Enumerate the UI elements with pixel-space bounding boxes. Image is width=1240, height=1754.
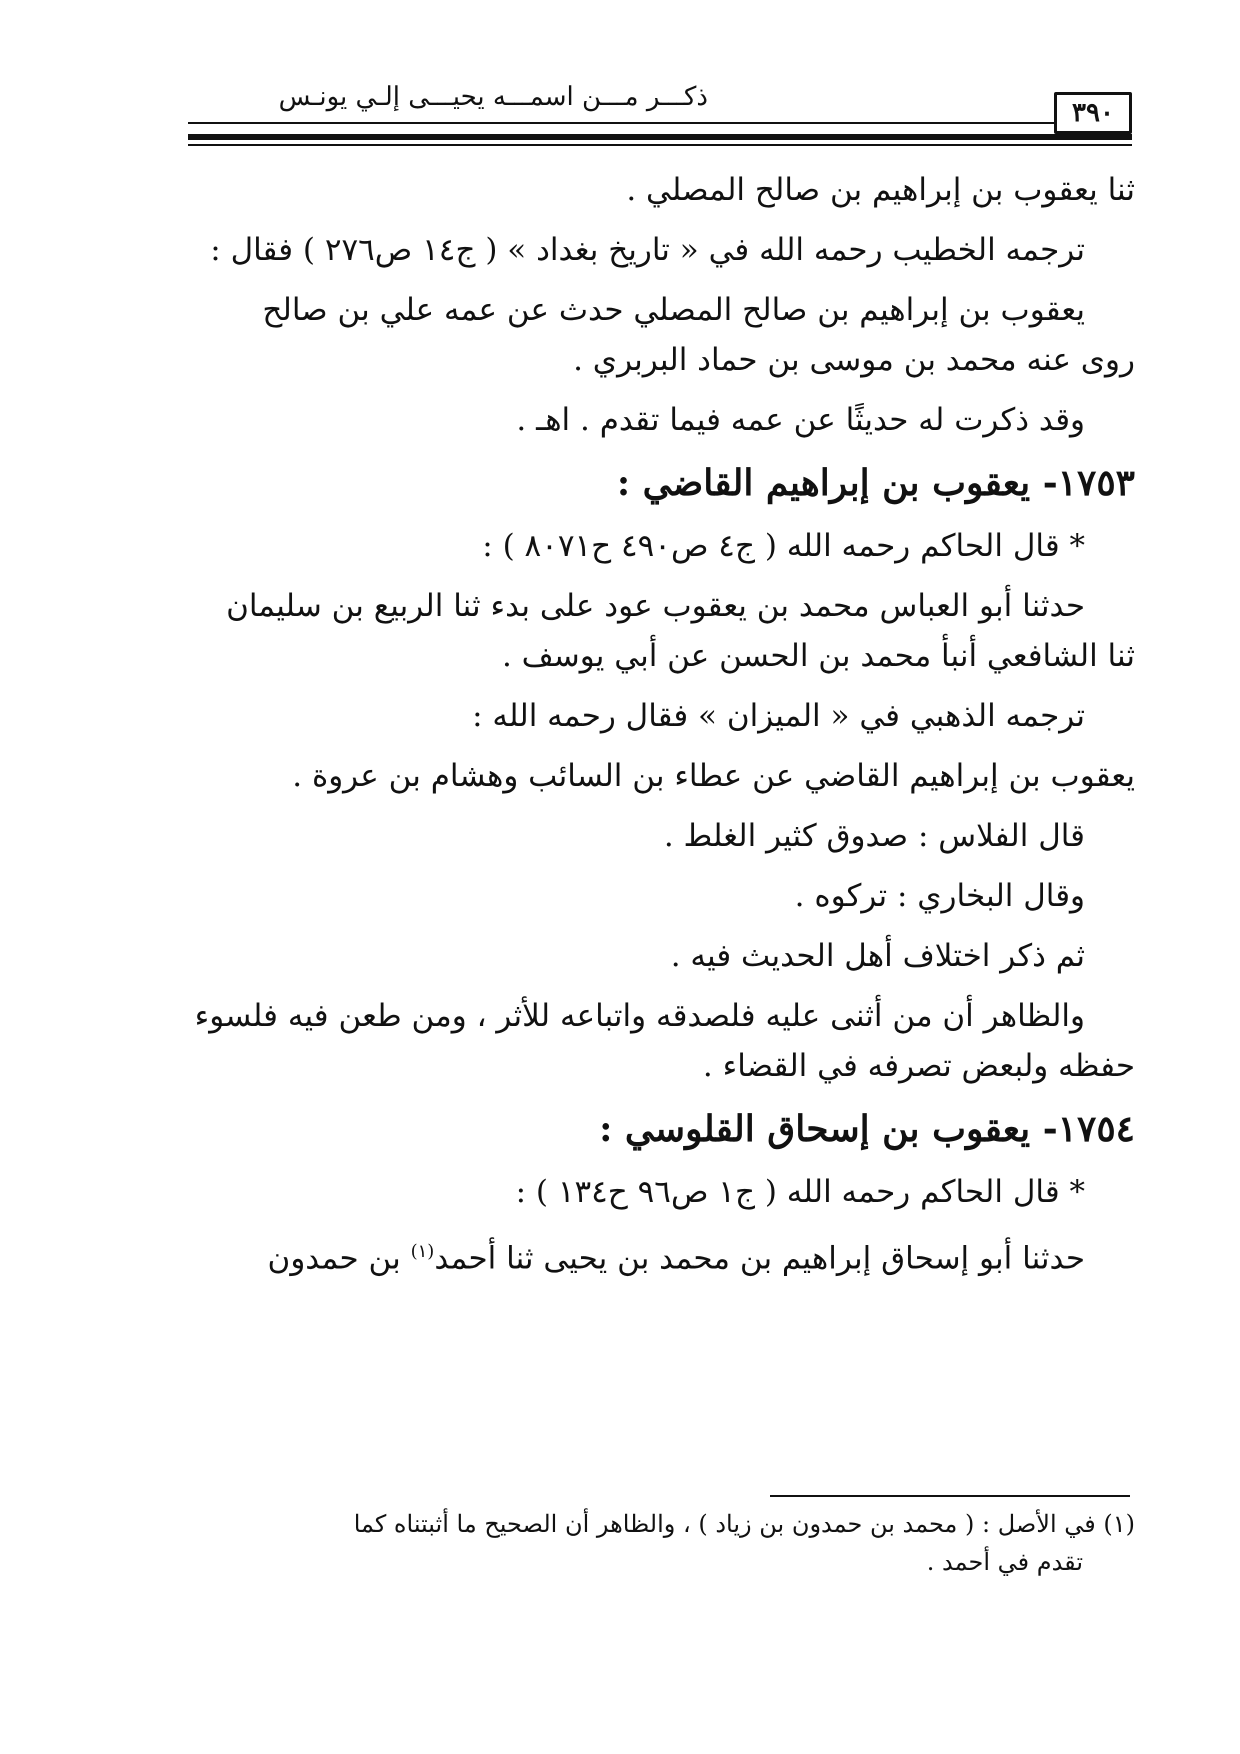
footnote-separator <box>770 1495 1130 1497</box>
header-rule-thin <box>188 122 1056 124</box>
text-line: قال الفلاس : صدوق كثير الغلط . <box>663 818 1085 854</box>
footnote-line: تقدم في أحمد . <box>926 1548 1083 1576</box>
text-line: ترجمه الخطيب رحمه الله في « تاريخ بغداد » ( ج١٤ ص٢٧٦ ) فقال : <box>210 232 1085 268</box>
text-line: ترجمه الذهبي في « الميزان » فقال رحمه الله : <box>472 698 1085 734</box>
text-segment: حدثنا أبو إسحاق إبراهيم بن محمد بن يحيى ثنا أحمد <box>434 1240 1085 1277</box>
header-rule-under <box>188 144 1132 146</box>
page-header <box>188 82 1132 150</box>
text-line: حفظه ولبعض تصرفه في القضاء . <box>702 1048 1135 1084</box>
text-line: يعقوب بن إبراهيم القاضي عن عطاء بن السائب وهشام بن عروة . <box>292 758 1135 794</box>
entry-heading-1753: ١٧٥٣- يعقوب بن إبراهيم القاضي : <box>616 462 1135 504</box>
text-line: * قال الحاكم رحمه الله ( ج٤ ص٤٩٠ ح٨٠٧١ ) : <box>482 528 1085 564</box>
text-line: ثم ذكر اختلاف أهل الحديث فيه . <box>670 938 1085 974</box>
entry-heading-1754: ١٧٥٤- يعقوب بن إسحاق القلوسي : <box>599 1108 1135 1150</box>
text-line: وقال البخاري : تركوه . <box>794 878 1085 914</box>
text-line <box>185 1227 1135 1283</box>
footnote-marker: (١) <box>410 1241 435 1262</box>
text-segment: بن حمدون <box>267 1240 411 1277</box>
text-line: والظاهر أن من أثنى عليه فلصدقه واتباعه للأثر ، ومن طعن فيه فلسوء <box>194 998 1085 1034</box>
text-line: روى عنه محمد بن موسى بن حماد البربري . <box>573 342 1135 378</box>
main-text <box>185 165 1135 1283</box>
footnote-line: (١) في الأصل : ( محمد بن حمدون بن زياد ) ، والظاهر أن الصحيح ما أثبتناه كما <box>353 1510 1135 1538</box>
text-line: * قال الحاكم رحمه الله ( ج١ ص٩٦ ح١٣٤ ) : <box>515 1174 1085 1210</box>
text-line: ثنا يعقوب بن إبراهيم بن صالح المصلي . <box>626 172 1135 208</box>
page-number: ٣٩٠ <box>1054 92 1132 134</box>
text-line: يعقوب بن إبراهيم بن صالح المصلي حدث عن عمه علي بن صالح <box>262 292 1085 328</box>
text-line: حدثنا أبو العباس محمد بن يعقوب عود على بدء ثنا الربيع بن سليمان <box>226 588 1085 624</box>
running-title: ذكـــر مـــن اسمـــه يحيـــى إلـي يونـس <box>278 82 708 112</box>
header-rule-thick <box>188 134 1132 140</box>
text-line: ثنا الشافعي أنبأ محمد بن الحسن عن أبي يوسف . <box>501 638 1135 674</box>
footnotes <box>190 1505 1135 1581</box>
text-line: وقد ذكرت له حديثًا عن عمه فيما تقدم . اهـ . <box>516 402 1085 438</box>
